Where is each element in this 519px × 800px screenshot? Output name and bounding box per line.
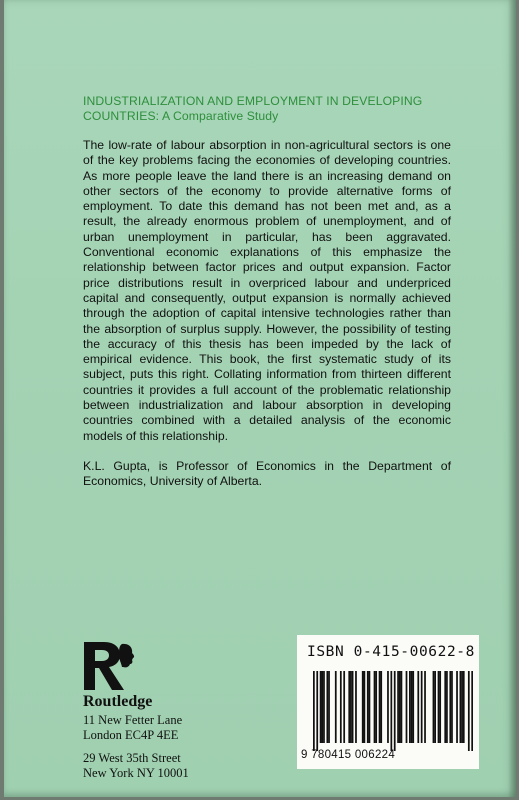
title-line-2: COUNTRIES: A Comparative Study [83,109,279,123]
barcode-bar [433,671,435,743]
barcode-bar [460,671,462,743]
barcode-bar [364,671,366,743]
barcode-bar [369,671,371,743]
barcode-label [297,635,479,769]
publisher-name: Routledge [83,693,153,710]
barcode-bars [313,671,473,751]
barcode-bar [434,671,436,743]
barcode-bar [439,671,441,743]
book-title-heading [83,94,463,124]
barcode-digits: 9 780415 006224 [301,749,396,761]
barcode-bar [374,671,376,743]
barcode-bar [394,671,396,751]
barcode-bar [461,671,463,743]
newyork-address-line-2: New York NY 10001 [83,766,189,780]
barcode-bar [348,671,350,743]
barcode-bar [340,671,342,743]
barcode-bar [463,671,465,743]
barcode-bar [328,671,330,743]
barcode-bar [316,671,318,751]
barcode-bar [406,671,408,743]
barcode-bar [424,671,426,743]
barcode-bar [362,671,364,743]
barcode-bar [451,671,453,743]
barcode-bar [355,671,357,743]
barcode-bar [343,671,345,743]
barcode-bar [444,671,446,743]
london-address-line-1: 11 New Fetter Lane [83,713,183,727]
barcode-bar [367,671,369,743]
barcode-bar [397,671,399,743]
edge-shadow [508,0,516,797]
barcode-bar [401,671,403,743]
back-cover [4,0,516,797]
barcode-bar [321,671,323,743]
barcode-bar [390,671,392,751]
barcode-bar [350,671,352,743]
title-line-1: INDUSTRIALIZATION AND EMPLOYMENT IN DEVELOPING [83,94,423,108]
barcode-bar [468,671,470,751]
barcode-bar [352,671,354,743]
barcode-bar [326,671,328,743]
barcode-bar [335,671,337,743]
barcode-bar [456,671,458,743]
newyork-address-line-1: 29 West 35th Street [83,751,181,765]
barcode-bar [421,671,423,743]
author-bio: K.L. Gupta, is Professor of Economics in the Department of Economics, University of Alberta. [83,458,451,489]
routledge-r-logo-icon [82,640,142,692]
barcode-bar [313,671,315,751]
blurb-text-block [83,138,451,490]
publisher-block [83,693,189,781]
barcode-bar [471,671,473,751]
barcode-bar [323,671,325,743]
barcode-bar [379,671,381,743]
barcode-bar [380,671,382,743]
barcode-bar [417,671,419,743]
barcode-bar [375,671,377,743]
barcode-bar [438,671,440,743]
isbn-number: ISBN 0-415-00622-8 [307,644,475,660]
barcode-bar [409,671,411,743]
barcode-bar [449,671,451,743]
barcode-bar [412,671,414,743]
blurb-paragraph: The low-rate of labour absorption in non-agricultural sectors is one of the key problems facing the economies of developing countries. As more people leave the land there is an increasing demand on other sectors of the economy to provide alternative forms of employment. To date this demand has not been met and, as a result, the already enormous problem of unemployment, and of urban unemployment in particular, has been aggravated. Conventional economic explanations of this emphasize the relationship between factor prices and output expansion. Factor price distributions result in overpriced labour and underpriced capital and consequently, output expansion is normally achieved through the adoption of capital intensive technologies rather than the absorption of surplus supply. However, the possibility of testing the accuracy of this thesis has been impeded by the lack of empirical evidence. This book, the first systematic study of its subject, puts this right. Collating information from thirteen different countries it provides a full account of the problematic relationship between industrialization and labour absorption in developing countries combined with a detailed analysis of the economic models of this relationship. [83,138,451,443]
barcode-bar [411,671,413,743]
barcode-bar [399,671,401,743]
barcode-bar [446,671,448,743]
barcode-bar [387,671,389,743]
london-address-line-2: London EC4P 4EE [83,728,179,742]
barcode-bar [320,671,322,743]
